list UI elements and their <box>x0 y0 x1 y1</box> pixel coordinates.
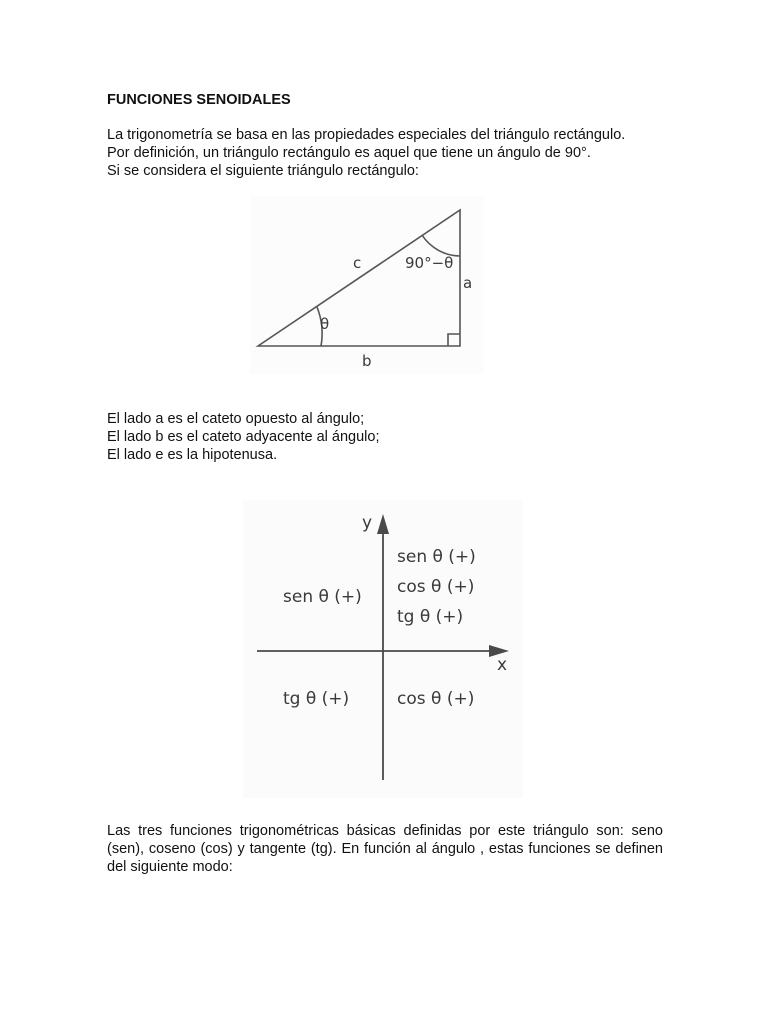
q1-sin-label: sen θ (+) <box>397 547 476 567</box>
side-b-text: El lado b es el cateto adyacente al ángulo; <box>107 429 380 445</box>
side-a-text: El lado a es el cateto opuesto al ángulo; <box>107 411 365 427</box>
intro-line-3: Si se considera el siguiente triángulo rectángulo: <box>107 163 419 179</box>
conclusion-paragraph: Las tres funciones trigonométricas básicas definidas por este triángulo son: seno (sen), coseno (cos) y tangente (tg). En función al ángulo , estas funciones se definen del siguiente modo: <box>107 823 663 875</box>
opposite-label: a <box>463 274 473 292</box>
right-triangle-figure <box>250 196 484 374</box>
side-c-text: El lado e es la hipotenusa. <box>107 447 278 463</box>
q1-tan-label: tg θ (+) <box>397 607 464 627</box>
intro-paragraph <box>107 126 663 180</box>
q3-tan-label: tg θ (+) <box>283 689 350 709</box>
x-axis-label: x <box>497 655 508 675</box>
q1-cos-label: cos θ (+) <box>397 577 475 597</box>
quadrant-signs-figure <box>243 500 523 798</box>
q2-sin-label: sen θ (+) <box>283 587 362 607</box>
sides-paragraph <box>107 410 663 464</box>
theta-label: θ <box>320 315 330 333</box>
complement-angle-label: 90°−θ <box>405 254 454 272</box>
intro-line-2: Por definición, un triángulo rectángulo es aquel que tiene un ángulo de 90°. <box>107 145 591 161</box>
adjacent-label: b <box>362 352 372 370</box>
hypotenuse-label: c <box>353 254 362 272</box>
y-axis-label: y <box>362 513 373 533</box>
intro-line-1: La trigonometría se basa en las propiedades especiales del triángulo rectángulo. <box>107 127 626 143</box>
q4-cos-label: cos θ (+) <box>397 689 475 709</box>
page-title: FUNCIONES SENOIDALES <box>107 92 291 108</box>
